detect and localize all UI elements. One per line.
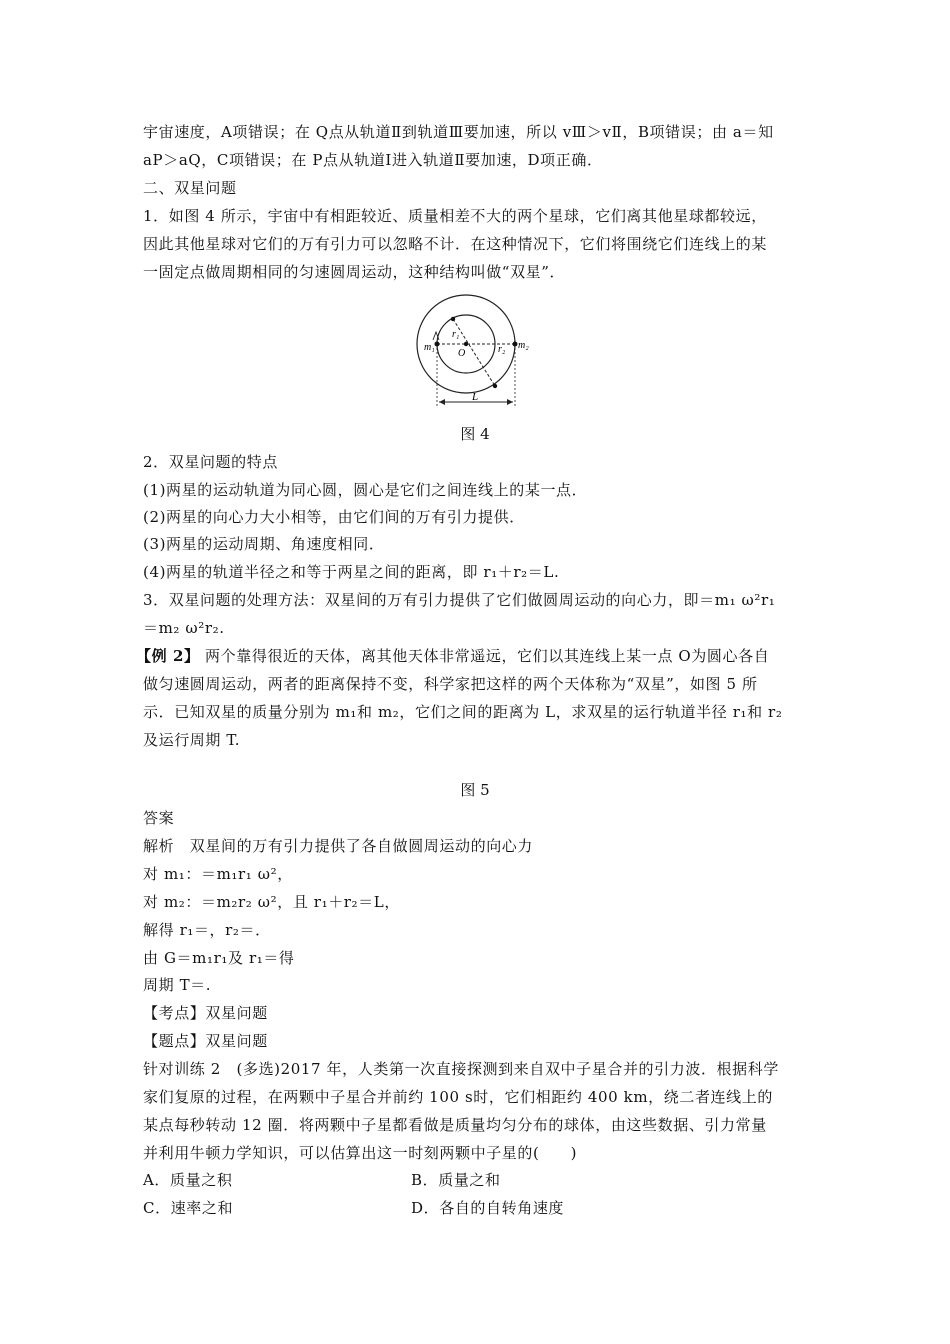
- option-a: A．质量之积: [143, 1171, 233, 1189]
- answer-line: 由 G＝m₁r₁及 r₁＝得: [143, 949, 295, 967]
- training-line: 针对训练 2 (多选)2017 年，人类第一次直接探测到来自双中子星合并的引力波．根据科学: [143, 1060, 779, 1078]
- training-line: 某点每秒转动 12 圈．将两颗中子星都看做是质量均匀分布的球体，由这些数据、引力常量: [143, 1116, 767, 1134]
- paragraph-line: (2)两星的向心力大小相等，由它们间的万有引力提供．: [143, 508, 525, 526]
- center-point: [464, 342, 468, 346]
- paragraph-line: 1．如图 4 所示，宇宙中有相距较近、质量相差不大的两个星球，它们离其他星球都较远，: [143, 207, 767, 225]
- paragraph-line: (3)两星的运动周期、角速度相同．: [143, 535, 385, 553]
- label-m1: m₁: [424, 342, 435, 353]
- answer-line: 周期 T＝.: [143, 976, 212, 994]
- section-heading: 二、双星问题: [143, 179, 237, 197]
- label-r2: r₂: [498, 344, 506, 355]
- star-point-bottom: [493, 384, 497, 388]
- answer-line: 解得 r₁＝，r₂＝．: [143, 921, 271, 939]
- star-m1: [435, 342, 440, 347]
- star-m2: [513, 342, 518, 347]
- star-point-top: [451, 317, 455, 321]
- training-line: 并利用牛顿力学知识，可以估算出这一时刻两颗中子星的( ): [143, 1144, 578, 1162]
- label-r1: r₁: [452, 329, 460, 340]
- figure-4-caption: 图 4: [460, 425, 490, 443]
- option-b: B．质量之和: [411, 1171, 501, 1189]
- example-line: [136, 646, 769, 666]
- option-d: D．各自的自转角速度: [411, 1199, 565, 1217]
- kaodian-tag: 【考点】双星问题: [143, 1004, 268, 1022]
- paragraph-line: (1)两星的运动轨道为同心圆，圆心是它们之间连线上的某一点．: [143, 481, 588, 499]
- answer-line: 对 m₂：＝m₂r₂ ω²，且 r₁＋r₂＝L，: [143, 893, 400, 911]
- paragraph-line: (4)两星的轨道半径之和等于两星之间的距离，即 r₁＋r₂＝L.: [143, 563, 560, 581]
- option-c: C．速率之和: [143, 1199, 234, 1217]
- example-tag: 【例 2】: [136, 647, 200, 665]
- figure-5-caption: 图 5: [460, 781, 490, 799]
- arrowhead-left: [439, 399, 445, 405]
- example-line: 及运行周期 T.: [143, 731, 241, 749]
- answer-line: 答案: [143, 809, 175, 827]
- tidian-tag: 【题点】双星问题: [143, 1032, 268, 1050]
- label-m2: m₂: [518, 340, 529, 351]
- paragraph-line: 因此其他星球对它们的万有引力可以忽略不计．在这种情况下，它们将围绕它们连线上的某: [143, 235, 768, 253]
- label-L: L: [472, 391, 479, 403]
- paragraph-line: 宇宙速度，A项错误；在 Q点从轨道Ⅱ到轨道Ⅲ要加速，所以 vⅢ＞vⅡ，B项错误；由 a＝知: [143, 123, 774, 141]
- example-line: 示．已知双星的质量分别为 m₁和 m₂，它们之间的距离为 L，求双星的运行轨道半径 r₁和 r₂: [143, 703, 783, 721]
- answer-line: 对 m₁：＝m₁r₁ ω²，: [143, 865, 293, 883]
- answer-line: 解析 双星间的万有引力提供了各自做圆周运动的向心力: [143, 837, 534, 855]
- paragraph-line: 3．双星问题的处理方法：双星间的万有引力提供了它们做圆周运动的向心力，即＝m₁ ω²r₁: [143, 591, 776, 609]
- example-line: 做匀速圆周运动，两者的距离保持不变，科学家把这样的两个天体称为“双星”，如图 5 所: [143, 675, 758, 693]
- arrowhead-right: [507, 399, 513, 405]
- figure-4-diagram: [410, 292, 540, 412]
- training-line: 家们复原的过程，在两颗中子星合并前约 100 s时，它们相距约 400 km，绕二者连线上的: [143, 1088, 773, 1106]
- paragraph-line: 一固定点做周期相同的匀速圆周运动，这种结构叫做“双星”．: [143, 263, 566, 281]
- paragraph-line: aP＞aQ，C项错误；在 P点从轨道Ⅰ进入轨道Ⅱ要加速，D项正确．: [143, 151, 603, 169]
- paragraph-line: 2．双星问题的特点: [143, 453, 278, 471]
- paragraph-line: ＝m₂ ω²r₂.: [143, 619, 225, 637]
- label-O: O: [458, 348, 466, 359]
- example-text: 两个靠得很近的天体，离其他天体非常遥远，它们以其连线上某一点 O为圆心各自: [199, 647, 770, 665]
